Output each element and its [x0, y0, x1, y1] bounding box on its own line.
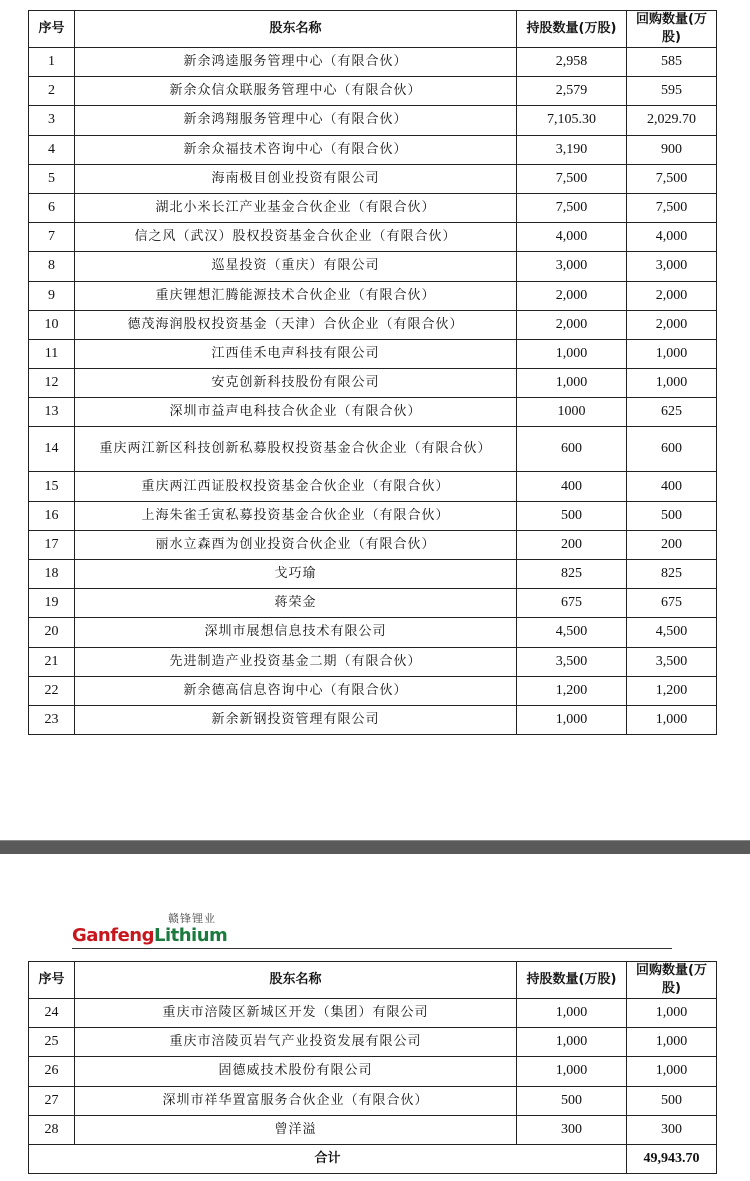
- row-no: 7: [29, 223, 75, 252]
- table-row: [29, 339, 717, 368]
- row-shares-buyback: 4,000: [627, 223, 717, 252]
- row-shares-buyback: 300: [627, 1115, 717, 1144]
- table-row: [29, 530, 717, 559]
- row-shareholder-name: 巡星投资（重庆）有限公司: [75, 252, 517, 281]
- table-row: [29, 77, 717, 106]
- table-row: [29, 1028, 717, 1057]
- row-no: 28: [29, 1115, 75, 1144]
- row-no: 5: [29, 164, 75, 193]
- row-shareholder-name: 新余新钢投资管理有限公司: [75, 705, 517, 734]
- row-no: 16: [29, 501, 75, 530]
- table-row: [29, 676, 717, 705]
- table-row: [29, 647, 717, 676]
- row-shares-buyback: 2,000: [627, 310, 717, 339]
- row-shares-buyback: 595: [627, 77, 717, 106]
- row-shares-held: 200: [517, 530, 627, 559]
- row-shares-buyback: 1,000: [627, 1028, 717, 1057]
- company-logo: [72, 910, 272, 950]
- row-shares-held: 600: [517, 427, 627, 472]
- row-shares-buyback: 1,000: [627, 999, 717, 1028]
- row-shares-held: 1,000: [517, 339, 627, 368]
- row-shareholder-name: 深圳市展想信息技术有限公司: [75, 618, 517, 647]
- table-row: [29, 48, 717, 77]
- row-shareholder-name: 重庆锂想汇腾能源技术合伙企业（有限合伙）: [75, 281, 517, 310]
- header-held: 持股数量(万股): [517, 11, 627, 48]
- row-shares-held: 1,000: [517, 999, 627, 1028]
- row-shareholder-name: 重庆市涪陵页岩气产业投资发展有限公司: [75, 1028, 517, 1057]
- total-buyback: 49,943.70: [627, 1144, 717, 1173]
- table-row: [29, 427, 717, 472]
- row-no: 15: [29, 472, 75, 501]
- table-row: [29, 223, 717, 252]
- row-shareholder-name: 重庆两江西证股权投资基金合伙企业（有限合伙）: [75, 472, 517, 501]
- row-shares-held: 1,000: [517, 369, 627, 398]
- row-shares-held: 7,105.30: [517, 106, 627, 135]
- row-no: 18: [29, 560, 75, 589]
- row-no: 11: [29, 339, 75, 368]
- row-shares-buyback: 7,500: [627, 164, 717, 193]
- row-shares-held: 500: [517, 1086, 627, 1115]
- header-name: 股东名称: [75, 11, 517, 48]
- row-shares-held: 4,500: [517, 618, 627, 647]
- row-shareholder-name: 深圳市祥华置富服务合伙企业（有限合伙）: [75, 1086, 517, 1115]
- page-break-bar: [0, 840, 750, 854]
- row-shareholder-name: 曾洋溢: [75, 1115, 517, 1144]
- table-row: [29, 398, 717, 427]
- row-shares-buyback: 200: [627, 530, 717, 559]
- logo-chinese-text: 赣锋锂业: [168, 912, 216, 925]
- row-no: 13: [29, 398, 75, 427]
- table-body: [29, 999, 717, 1145]
- row-no: 24: [29, 999, 75, 1028]
- table-row: [29, 1086, 717, 1115]
- row-no: 9: [29, 281, 75, 310]
- row-shares-held: 400: [517, 472, 627, 501]
- row-shareholder-name: 先进制造产业投资基金二期（有限合伙）: [75, 647, 517, 676]
- table-row: [29, 135, 717, 164]
- shareholder-table-page1: [28, 10, 717, 735]
- row-shares-buyback: 675: [627, 589, 717, 618]
- row-shareholder-name: 新余众福技术咨询中心（有限合伙）: [75, 135, 517, 164]
- table-header-row: [29, 962, 717, 999]
- row-shares-buyback: 2,000: [627, 281, 717, 310]
- row-shareholder-name: 戈巧瑜: [75, 560, 517, 589]
- table-row: [29, 281, 717, 310]
- row-shares-buyback: 625: [627, 398, 717, 427]
- row-no: 22: [29, 676, 75, 705]
- row-shares-held: 4,000: [517, 223, 627, 252]
- row-shares-buyback: 900: [627, 135, 717, 164]
- row-shareholder-name: 安克创新科技股份有限公司: [75, 369, 517, 398]
- row-shares-held: 1,200: [517, 676, 627, 705]
- row-shares-buyback: 1,000: [627, 1057, 717, 1086]
- row-no: 26: [29, 1057, 75, 1086]
- row-no: 3: [29, 106, 75, 135]
- logo-text-lithium: Lithium: [153, 925, 228, 946]
- table-row: [29, 501, 717, 530]
- logo-english-text: [72, 925, 227, 946]
- header-rule: [72, 948, 672, 949]
- row-shareholder-name: 新余鸿逵服务管理中心（有限合伙）: [75, 48, 517, 77]
- table-row: [29, 164, 717, 193]
- table-row: [29, 1057, 717, 1086]
- row-shareholder-name: 德茂海润股权投资基金（天津）合伙企业（有限合伙）: [75, 310, 517, 339]
- row-no: 21: [29, 647, 75, 676]
- row-shares-held: 3,190: [517, 135, 627, 164]
- row-shares-buyback: 600: [627, 427, 717, 472]
- header-buyback: 回购数量(万股): [627, 11, 717, 48]
- row-shares-held: 300: [517, 1115, 627, 1144]
- row-shareholder-name: 重庆两江新区科技创新私募股权投资基金合伙企业（有限合伙）: [75, 427, 517, 472]
- row-no: 14: [29, 427, 75, 472]
- row-shares-buyback: 400: [627, 472, 717, 501]
- row-no: 1: [29, 48, 75, 77]
- row-no: 2: [29, 77, 75, 106]
- row-shares-held: 2,000: [517, 310, 627, 339]
- row-no: 8: [29, 252, 75, 281]
- shareholder-table-page2: [28, 961, 717, 1174]
- table-row: [29, 310, 717, 339]
- row-shares-buyback: 1,200: [627, 676, 717, 705]
- row-shares-held: 1,000: [517, 705, 627, 734]
- header-no: 序号: [29, 962, 75, 999]
- row-shares-buyback: 1,000: [627, 369, 717, 398]
- row-shareholder-name: 新余众信众联服务管理中心（有限合伙）: [75, 77, 517, 106]
- row-no: 25: [29, 1028, 75, 1057]
- row-shares-buyback: 1,000: [627, 339, 717, 368]
- row-no: 23: [29, 705, 75, 734]
- table-row: [29, 589, 717, 618]
- table-row: [29, 472, 717, 501]
- row-no: 27: [29, 1086, 75, 1115]
- row-no: 12: [29, 369, 75, 398]
- row-shareholder-name: 海南极目创业投资有限公司: [75, 164, 517, 193]
- row-shares-held: 1,000: [517, 1057, 627, 1086]
- row-shares-buyback: 825: [627, 560, 717, 589]
- table-row: [29, 369, 717, 398]
- row-shares-held: 675: [517, 589, 627, 618]
- header-name: 股东名称: [75, 962, 517, 999]
- row-shares-buyback: 3,000: [627, 252, 717, 281]
- row-shares-held: 1000: [517, 398, 627, 427]
- header-held: 持股数量(万股): [517, 962, 627, 999]
- row-shares-buyback: 1,000: [627, 705, 717, 734]
- row-shareholder-name: 蒋荣金: [75, 589, 517, 618]
- row-shareholder-name: 上海朱雀壬寅私募投资基金合伙企业（有限合伙）: [75, 501, 517, 530]
- table-row: [29, 705, 717, 734]
- row-shares-held: 2,958: [517, 48, 627, 77]
- row-shareholder-name: 信之风（武汉）股权投资基金合伙企业（有限合伙）: [75, 223, 517, 252]
- table-row: [29, 999, 717, 1028]
- row-shares-buyback: 7,500: [627, 193, 717, 222]
- row-shares-held: 2,000: [517, 281, 627, 310]
- row-shares-held: 3,500: [517, 647, 627, 676]
- table-row: [29, 193, 717, 222]
- row-no: 19: [29, 589, 75, 618]
- logo-text-ganfeng: Ganfeng: [72, 925, 154, 946]
- row-shares-held: 1,000: [517, 1028, 627, 1057]
- row-shares-held: 825: [517, 560, 627, 589]
- total-row: [29, 1144, 717, 1173]
- table-row: [29, 618, 717, 647]
- row-shares-buyback: 3,500: [627, 647, 717, 676]
- row-no: 17: [29, 530, 75, 559]
- row-shareholder-name: 新余德高信息咨询中心（有限合伙）: [75, 676, 517, 705]
- row-shares-buyback: 585: [627, 48, 717, 77]
- row-no: 20: [29, 618, 75, 647]
- table-row: [29, 106, 717, 135]
- table-body: [29, 48, 717, 735]
- row-shares-buyback: 500: [627, 501, 717, 530]
- table-row: [29, 252, 717, 281]
- total-label: 合计: [29, 1144, 627, 1173]
- table-row: [29, 1115, 717, 1144]
- row-shares-held: 7,500: [517, 193, 627, 222]
- header-no: 序号: [29, 11, 75, 48]
- row-shares-held: 7,500: [517, 164, 627, 193]
- row-no: 4: [29, 135, 75, 164]
- row-shareholder-name: 固德威技术股份有限公司: [75, 1057, 517, 1086]
- row-shareholder-name: 丽水立森酉为创业投资合伙企业（有限合伙）: [75, 530, 517, 559]
- row-shares-buyback: 500: [627, 1086, 717, 1115]
- row-shares-held: 3,000: [517, 252, 627, 281]
- table-header-row: [29, 11, 717, 48]
- row-shares-held: 2,579: [517, 77, 627, 106]
- row-shareholder-name: 江西佳禾电声科技有限公司: [75, 339, 517, 368]
- row-shares-buyback: 4,500: [627, 618, 717, 647]
- row-shareholder-name: 重庆市涪陵区新城区开发（集团）有限公司: [75, 999, 517, 1028]
- header-buyback: 回购数量(万股): [627, 962, 717, 999]
- row-no: 6: [29, 193, 75, 222]
- row-shareholder-name: 湖北小米长江产业基金合伙企业（有限合伙）: [75, 193, 517, 222]
- row-shares-held: 500: [517, 501, 627, 530]
- row-no: 10: [29, 310, 75, 339]
- row-shareholder-name: 深圳市益声电科技合伙企业（有限合伙）: [75, 398, 517, 427]
- row-shares-buyback: 2,029.70: [627, 106, 717, 135]
- table-row: [29, 560, 717, 589]
- row-shareholder-name: 新余鸿翔服务管理中心（有限合伙）: [75, 106, 517, 135]
